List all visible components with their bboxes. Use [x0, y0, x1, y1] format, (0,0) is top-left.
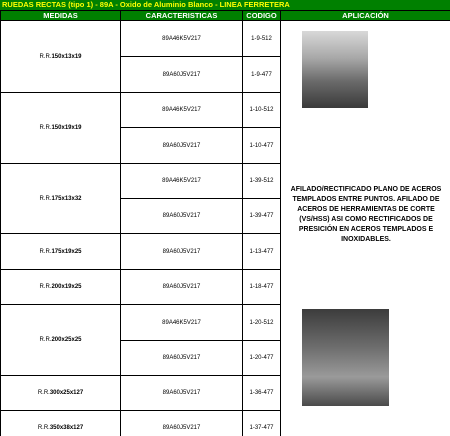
medida-cell: [1, 376, 121, 411]
medida-prefix: R.R.: [37, 390, 50, 396]
medida-size: 175x19x25: [51, 248, 82, 255]
caracteristica-cell: 89A60J5V217: [121, 234, 243, 270]
aplicacion-text: AFILADO/RECTIFICADO PLANO DE ACEROS TEMPLADOS ENTRE PUNTOS. AFILADO DE ACEROS DE HERRAMIENTAS DE CORTE (VS/HSS) ASI COMO RECTIFICADOS DE PRESICIÓN EN ACEROS TEMPLADOS E INOXIDABLES.: [290, 186, 442, 243]
medida-prefix: R.R.: [39, 337, 52, 343]
medida-size: 300x25x127: [49, 390, 84, 396]
caracteristica-cell: 89A46K5V217: [121, 305, 243, 341]
header-medidas: MEDIDAS: [1, 11, 121, 21]
caracteristica-cell: 89A60J5V217: [121, 270, 243, 305]
caracteristica-cell: 89A60J5V217: [121, 376, 243, 411]
medida-size: 175x13x32: [51, 195, 82, 202]
codigo-cell: 1-20-477: [243, 341, 281, 376]
caracteristica-cell: 89A46K5V217: [121, 21, 243, 57]
medida-prefix: R.R.: [39, 53, 52, 60]
medida-size: 200x19x25: [51, 284, 82, 290]
header-aplicacion: APLICACIÓN: [281, 11, 450, 21]
codigo-cell: 1-20-512: [243, 305, 281, 341]
page-title-banner: RUEDAS RECTAS (tipo 1) - 89A - Oxido de Aluminio Blanco - LINEA FERRETERA: [0, 0, 450, 10]
codigo-cell: 1-39-477: [243, 199, 281, 234]
caracteristica-cell: 89A60J5V217: [121, 199, 243, 234]
medida-prefix: R.R.: [39, 284, 52, 290]
grinding-machine-photo: [302, 31, 368, 108]
medida-cell: [1, 93, 121, 164]
medida-cell: [1, 411, 121, 436]
caracteristica-cell: 89A60J5V217: [121, 57, 243, 93]
codigo-cell: 1-10-512: [243, 93, 281, 128]
codigo-cell: 1-36-477: [243, 376, 281, 411]
codigo-cell: 1-39-512: [243, 164, 281, 199]
medida-prefix: R.R.: [39, 248, 52, 255]
codigo-cell: 1-9-477: [243, 57, 281, 93]
caracteristica-cell: 89A60J5V217: [121, 128, 243, 164]
codigo-cell: 1-18-477: [243, 270, 281, 305]
header-codigo: CODIGO: [243, 11, 281, 21]
medida-cell: [1, 270, 121, 305]
header-caracteristicas: CARACTERISTICAS: [121, 11, 243, 21]
aplicacion-cell: [281, 21, 450, 436]
medida-prefix: R.R.: [37, 424, 50, 431]
codigo-cell: 1-37-477: [243, 411, 281, 436]
caracteristica-cell: 89A46K5V217: [121, 164, 243, 199]
codigo-cell: 1-9-512: [243, 21, 281, 57]
grinding-wheel-photo: [302, 309, 389, 406]
table-header-row: [1, 11, 450, 21]
medida-prefix: R.R.: [39, 125, 52, 131]
medida-size: 200x25x25: [51, 337, 82, 343]
table-row: [1, 21, 450, 57]
product-table: [0, 10, 450, 436]
medida-size: 150x13x19: [51, 53, 82, 60]
caracteristica-cell: 89A60J5V217: [121, 341, 243, 376]
medida-cell: [1, 21, 121, 93]
medida-size: 350x38x127: [49, 424, 84, 431]
codigo-cell: 1-10-477: [243, 128, 281, 164]
table-body: [1, 21, 450, 436]
medida-cell: [1, 305, 121, 376]
medida-size: 150x19x19: [51, 125, 82, 131]
caracteristica-cell: 89A60J5V217: [121, 411, 243, 436]
medida-prefix: R.R.: [39, 195, 52, 202]
codigo-cell: 1-13-477: [243, 234, 281, 270]
medida-cell: [1, 164, 121, 234]
caracteristica-cell: 89A46K5V217: [121, 93, 243, 128]
medida-cell: [1, 234, 121, 270]
